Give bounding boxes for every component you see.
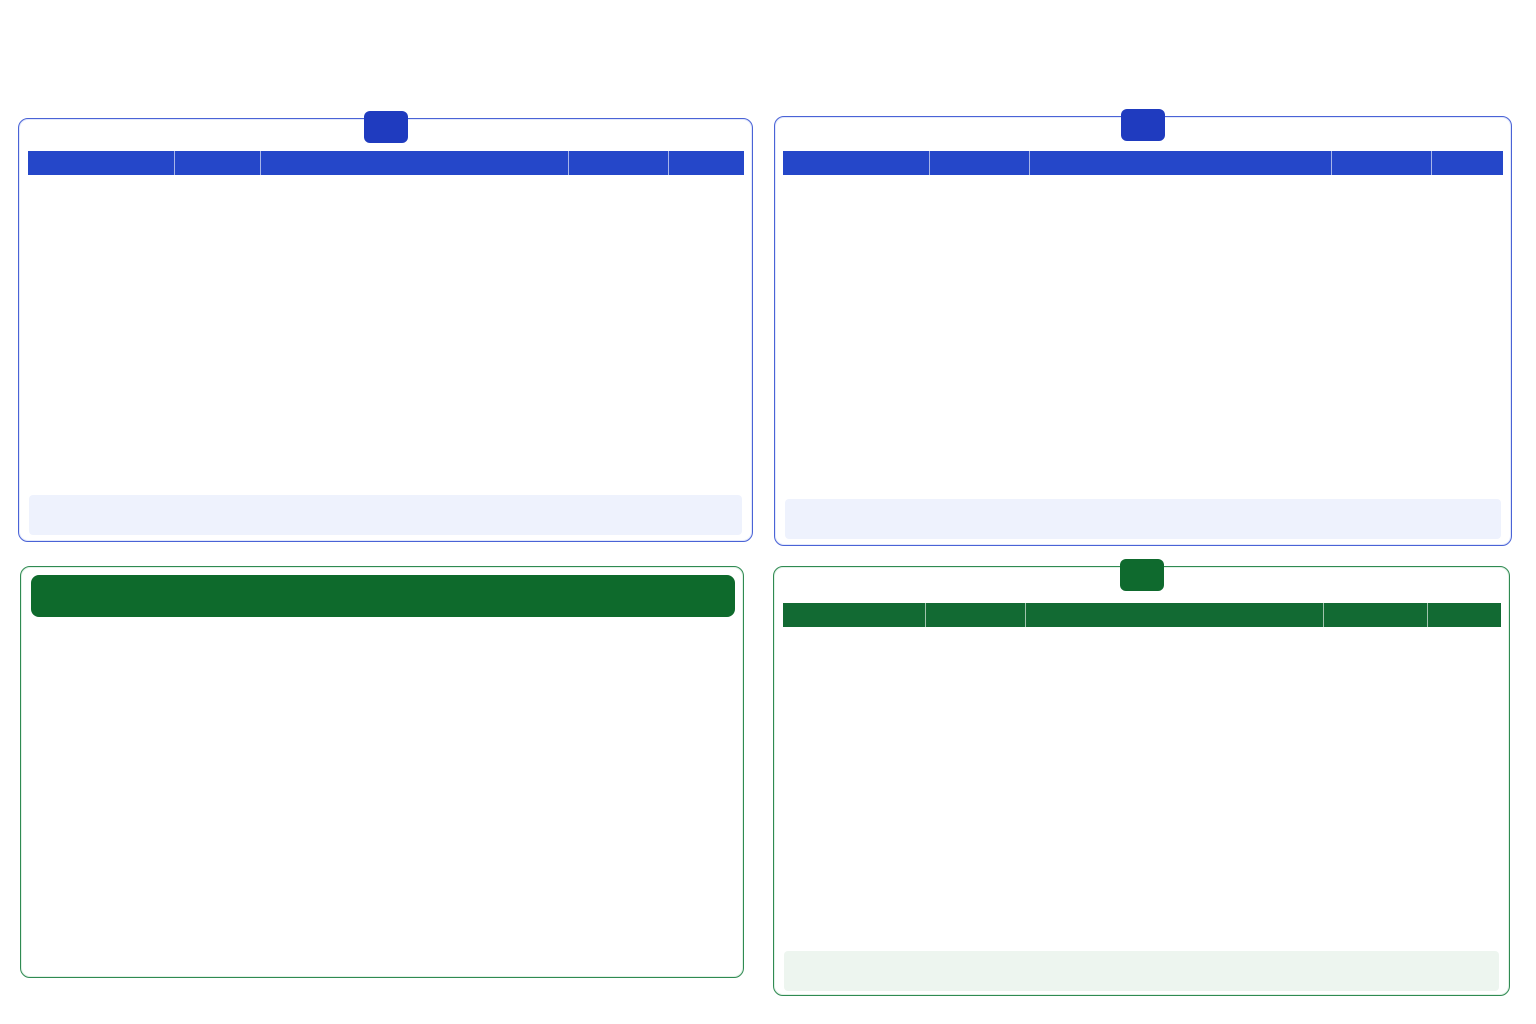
semester-6-title (364, 111, 408, 143)
semester-7-title (1120, 559, 1164, 591)
semester-6-total-bar (29, 495, 742, 535)
semester-5-total-bar (785, 499, 1501, 539)
col-units-header (174, 151, 260, 175)
col-units-header (925, 603, 1025, 627)
col-code-header (1323, 603, 1427, 627)
col-row-header (1431, 151, 1503, 175)
summary-panel (20, 566, 744, 978)
col-prereq-header (28, 151, 174, 175)
semester-6-panel (18, 118, 753, 542)
semester-7-table (783, 603, 1501, 627)
col-prereq-header (783, 151, 929, 175)
semester-5-table (783, 151, 1503, 175)
col-units-header (929, 151, 1029, 175)
col-code-header (568, 151, 668, 175)
semester-6-table (28, 151, 744, 175)
semester-7-panel (773, 566, 1510, 996)
col-name-header (1029, 151, 1331, 175)
col-row-header (668, 151, 744, 175)
col-name-header (1025, 603, 1323, 627)
summary-title (31, 575, 735, 617)
semester-5-title (1121, 109, 1165, 141)
col-code-header (1331, 151, 1431, 175)
semester-7-total-bar (784, 951, 1499, 991)
col-prereq-header (783, 603, 925, 627)
semester-5-panel (774, 116, 1512, 546)
col-name-header (260, 151, 568, 175)
col-row-header (1427, 603, 1501, 627)
